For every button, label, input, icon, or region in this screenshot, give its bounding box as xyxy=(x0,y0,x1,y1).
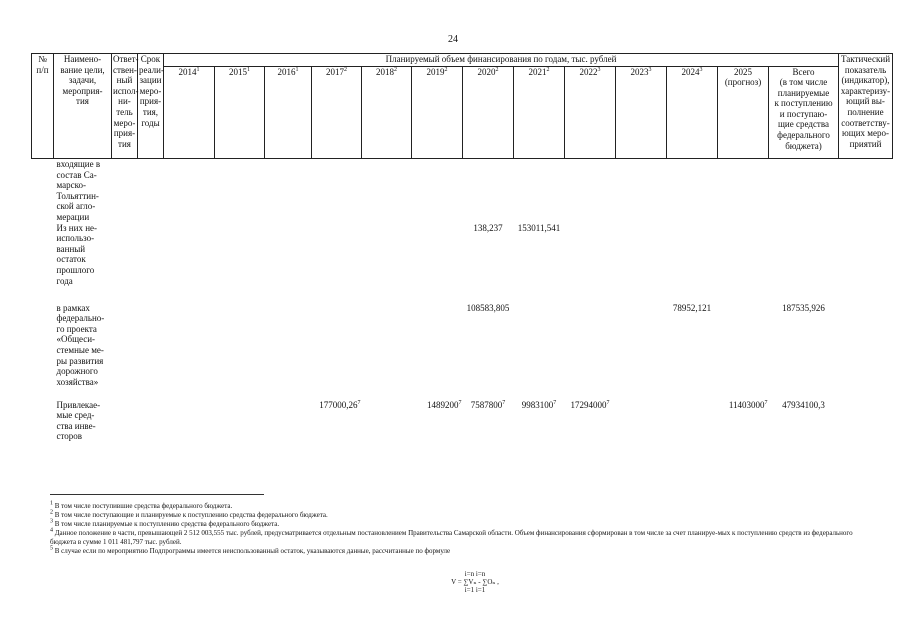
col-header-year-2017: 2017$^2$ xyxy=(312,66,362,159)
formula-upper-limits: i=n i=n xyxy=(464,570,486,578)
cell-total: 47934100,3 xyxy=(782,399,825,410)
cell-2020: 7587800$^7$ xyxy=(470,399,506,410)
footnote: $^2$ В том числе поступающие и планируемые к поступлению средства федерального бюджета. xyxy=(50,509,328,519)
cell-2021: 9983100$^7$ xyxy=(521,399,557,410)
row-name: Из них не- использо- ванный остаток прошлого года xyxy=(56,222,97,286)
col-header-year-2016: 2016$^1$ xyxy=(265,66,312,159)
formula-lower-limits: i=1 i=1 xyxy=(464,586,486,594)
col-header-name: Наимено- вание цели, задачи, мероприя- тия xyxy=(54,54,112,159)
col-header-planned-financing: Планируемый объем финансирования по годам, тыс. рублей xyxy=(164,54,839,67)
col-header-year-2015: 2015$^1$ xyxy=(215,66,265,159)
col-header-num: № п/п xyxy=(32,54,54,159)
col-header-year-2020: 2020$^2$ xyxy=(463,66,514,159)
cell-2017: 177000,26$^7$ xyxy=(319,399,361,410)
cell-2019: 1489200$^7$ xyxy=(427,399,462,410)
row-name: в рамках федерально- го проекта «Общеси- стемные ме- ры развития дорожного хозяйства» xyxy=(56,302,105,387)
table-row xyxy=(32,400,893,450)
col-header-total: Всего (в том числе планируемые к поступлению и поступаю- щие средства федерального бюджета) xyxy=(769,66,839,159)
footnote: $^3$ В том числе планируемые к поступлению средства федерального бюджета. xyxy=(50,518,280,528)
row-name: входящие в состав Са- марско- Тольяттин- ской агло- мерации xyxy=(54,159,112,223)
row-name: Привлекае- мые сред- ства инве- сторов xyxy=(56,399,101,442)
col-header-indicator: Тактический показатель (индикатор), характеризу- ющий вы- полнение соответству- ющих меро- приятий xyxy=(839,54,893,159)
cell-2025: 11403000$^7$ xyxy=(728,399,768,410)
footnote: $^4$ Данное положение в части, превышающей 2 512 003,555 тыс. рублей, предусматривается отдельным постановлением Правительства Самарской области. Объем финансирования сформирован в том числе за счет планируе-мых к поступлению средств из федерального бюджета в сумме 1 011 481,797 тыс. рублей. xyxy=(50,527,853,546)
col-header-year-2023: 2023$^3$ xyxy=(616,66,667,159)
footnote-separator xyxy=(50,494,264,495)
table-row xyxy=(32,223,893,303)
formula xyxy=(445,570,505,594)
formula-body: V = ∑Vₙ - ∑Oₙ , xyxy=(451,578,499,586)
col-header-responsible: Ответ- ствен- ный испол- ни- тель меро- прия- тия xyxy=(112,54,138,159)
cell-2020: 108583,805 xyxy=(466,302,510,313)
table-row xyxy=(32,159,893,223)
footnote: $^5$ В случае если по мероприятию Подпрограммы имеется неиспользованный остаток, указываются данные, рассчитанные по формуле xyxy=(50,545,451,555)
page-number: 24 xyxy=(448,34,458,45)
col-header-year-2021: 2021$^2$ xyxy=(514,66,565,159)
cell-2024: 78952,121 xyxy=(672,302,712,313)
col-header-year-2019: 2019$^2$ xyxy=(412,66,463,159)
col-header-year-2022: 2022$^3$ xyxy=(565,66,616,159)
cell-2020: 138,237 xyxy=(473,222,503,233)
col-header-year-2014: 2014$^1$ xyxy=(164,66,215,159)
cell-2022: 17294000$^7$ xyxy=(570,399,610,410)
footnote: $^1$ В том числе поступившие средства федерального бюджета. xyxy=(50,500,233,510)
col-header-year-2018: 2018$^2$ xyxy=(362,66,412,159)
col-header-term: Срок реали- зации меро- прия- тия, годы xyxy=(138,54,164,159)
financing-table xyxy=(31,53,893,450)
col-header-forecast-2025: 2025 (прогноз) xyxy=(718,66,769,159)
col-header-year-2024: 2024$^3$ xyxy=(667,66,718,159)
footnotes xyxy=(50,502,880,556)
table-row xyxy=(32,303,893,400)
cell-total: 187535,926 xyxy=(782,302,825,313)
cell-2021: 153011,541 xyxy=(517,222,561,233)
